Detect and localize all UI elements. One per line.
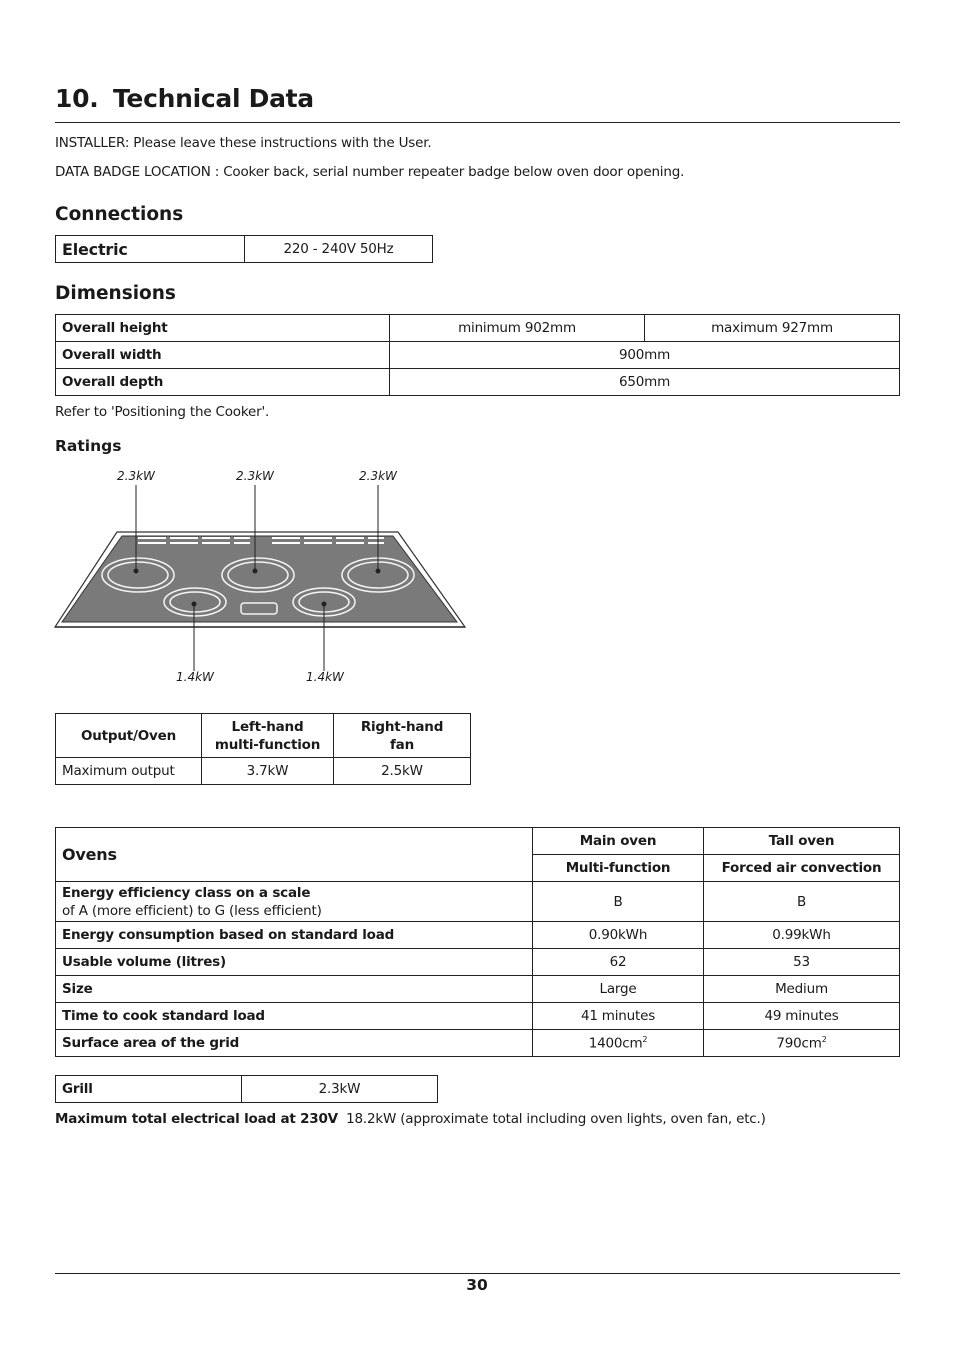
energy-class-scale: of A (more efficient) to G (less efficient) <box>62 902 322 919</box>
tall-grid-area <box>704 1030 900 1057</box>
main-energy-consumption: 0.90kWh <box>533 922 704 949</box>
tall-oven-type: Forced air convection <box>704 855 900 882</box>
overall-depth-label: Overall depth <box>56 369 390 396</box>
hob-diagram <box>50 485 470 675</box>
right-hand-header <box>334 714 471 758</box>
overall-height-min: minimum 902mm <box>390 315 645 342</box>
energy-class-title: Energy efficiency class on a scale <box>62 884 311 901</box>
dimensions-heading: Dimensions <box>55 283 176 304</box>
left-hand-header-line2: multi-function <box>214 736 321 753</box>
main-size: Large <box>533 976 704 1003</box>
max-electrical-load <box>55 1111 766 1127</box>
installer-note: INSTALLER: Please leave these instructions with the User. <box>55 135 432 151</box>
title-rule <box>55 122 900 123</box>
maximum-output-label: Maximum output <box>56 758 202 785</box>
page-title <box>55 84 314 113</box>
max-load-value: 18.2kW (approximate total including oven lights, oven fan, etc.) <box>346 1111 766 1127</box>
electric-label: Electric <box>56 236 245 263</box>
tall-energy-consumption: 0.99kWh <box>704 922 900 949</box>
table-row <box>56 882 900 922</box>
tall-size: Medium <box>704 976 900 1003</box>
tall-grid-area-value: 790cm <box>776 1035 822 1052</box>
output-oven-header: Output/Oven <box>56 714 202 758</box>
section-number: 10. <box>55 84 99 113</box>
rating-label-bottom-right: 1.4kW <box>306 670 344 684</box>
grid-area-label: Surface area of the grid <box>56 1030 533 1057</box>
table-row <box>56 976 900 1003</box>
table-row <box>56 315 900 342</box>
left-hand-header <box>202 714 334 758</box>
left-hand-header-line1: Left-hand <box>231 718 304 735</box>
rating-label-bottom-left: 1.4kW <box>176 670 214 684</box>
right-hand-output: 2.5kW <box>334 758 471 785</box>
table-row <box>56 758 471 785</box>
table-row <box>56 369 900 396</box>
left-hand-output: 3.7kW <box>202 758 334 785</box>
energy-class-label <box>56 882 533 922</box>
positioning-note: Refer to 'Positioning the Cooker'. <box>55 404 270 420</box>
main-grid-area-value: 1400cm <box>588 1035 643 1052</box>
tall-grid-area-unit-exponent: 2 <box>821 1034 827 1044</box>
tall-usable-volume: 53 <box>704 949 900 976</box>
output-table <box>55 713 471 785</box>
table-row <box>56 949 900 976</box>
hob-surface <box>62 536 457 622</box>
main-oven-header: Main oven <box>533 828 704 855</box>
overall-height-max: maximum 927mm <box>645 315 900 342</box>
badge-location-note: DATA BADGE LOCATION : Cooker back, serial number repeater badge below oven door opening. <box>55 164 685 180</box>
table-row <box>56 922 900 949</box>
main-grid-area <box>533 1030 704 1057</box>
right-hand-header-line2: fan <box>390 736 414 753</box>
grill-table <box>55 1075 438 1103</box>
footer-rule <box>55 1273 900 1274</box>
tall-time-to-cook: 49 minutes <box>704 1003 900 1030</box>
rating-label-top-left: 2.3kW <box>117 469 155 483</box>
table-row <box>56 1030 900 1057</box>
time-to-cook-label: Time to cook standard load <box>56 1003 533 1030</box>
main-grid-area-unit-exponent: 2 <box>642 1034 648 1044</box>
table-row <box>56 1003 900 1030</box>
main-oven-type: Multi-function <box>533 855 704 882</box>
size-label: Size <box>56 976 533 1003</box>
page-number: 30 <box>466 1276 488 1294</box>
electric-value: 220 - 240V 50Hz <box>245 236 433 263</box>
tall-oven-header: Tall oven <box>704 828 900 855</box>
rating-label-top-middle: 2.3kW <box>236 469 274 483</box>
energy-consumption-label: Energy consumption based on standard load <box>56 922 533 949</box>
overall-width-label: Overall width <box>56 342 390 369</box>
main-usable-volume: 62 <box>533 949 704 976</box>
ratings-heading: Ratings <box>55 437 122 455</box>
ovens-heading: Ovens <box>56 828 533 882</box>
main-time-to-cook: 41 minutes <box>533 1003 704 1030</box>
tall-energy-class: B <box>704 882 900 922</box>
grill-label: Grill <box>56 1076 242 1103</box>
max-load-label: Maximum total electrical load at 230V <box>55 1111 338 1127</box>
overall-depth-value: 650mm <box>390 369 900 396</box>
ovens-table <box>55 827 900 1057</box>
grill-value: 2.3kW <box>242 1076 438 1103</box>
connections-table <box>55 235 433 263</box>
table-row <box>56 342 900 369</box>
right-hand-header-line1: Right-hand <box>360 718 444 735</box>
connections-heading: Connections <box>55 204 184 225</box>
overall-width-value: 900mm <box>390 342 900 369</box>
main-energy-class: B <box>533 882 704 922</box>
usable-volume-label: Usable volume (litres) <box>56 949 533 976</box>
rating-label-top-right: 2.3kW <box>359 469 397 483</box>
section-title: Technical Data <box>113 84 314 113</box>
dimensions-table <box>55 314 900 396</box>
overall-height-label: Overall height <box>56 315 390 342</box>
